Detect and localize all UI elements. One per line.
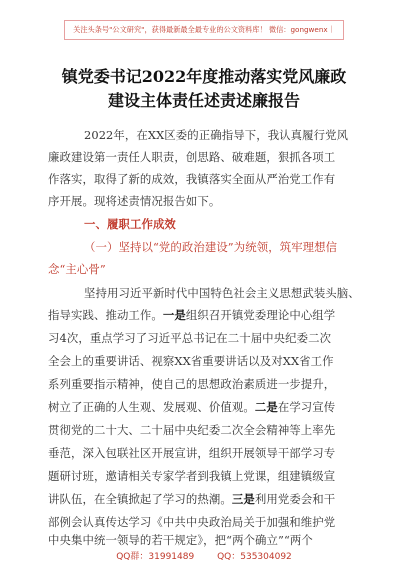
footer: [0, 549, 408, 562]
body-line-6: [48, 399, 335, 415]
footer-qq-group: QQ群：31991489: [116, 552, 195, 562]
footer-qq: QQ：535304092: [217, 552, 292, 562]
intro-line-1: 2022年，在XX区委的正确指导下，我认真履行党风: [84, 128, 349, 142]
point-one-marker: 一是: [162, 308, 186, 322]
body-line-7: 贯彻党的二十大、二十届中央纪委二次全会精神等上率先: [48, 423, 336, 437]
section-heading-1: 一、履职工作成效: [84, 217, 176, 231]
intro-line-3: 作落实，取得了新的成效，我镇落实全面从严治党工作有: [48, 172, 336, 186]
body-line-6-text: 树立了正确的人生观、发展观、价值观。: [48, 400, 255, 414]
body-line-10-rest: 利用党委会和干: [254, 492, 336, 506]
body-line-9: 题研讨班，邀请相关专家学者到我镇上党课，组建镇级宣: [48, 469, 336, 483]
point-two-marker: 二是: [254, 400, 278, 414]
body-line-1: 坚持用习近平新时代中国特色社会主义思想武装头脑、: [84, 286, 360, 300]
body-line-10: [48, 491, 335, 507]
intro-line-4: 序开展。现将述责情况报告如下。: [48, 194, 221, 208]
body-line-12: 中央集中统一领导的若干规定》，把“两个确立”“两个: [48, 530, 313, 548]
body-line-6-rest: 在学习宣传: [277, 400, 336, 414]
body-line-2: [48, 307, 335, 323]
intro-line-2: 廉政建设第一责任人职责，创思路、破难题，狠抓各项工: [48, 150, 336, 164]
body-line-5: 系列重要指示精神，使自己的思想政治素质进一步提升，: [48, 377, 336, 391]
body-line-3: 习4次，重点学习了习近平总书记在二十届中央纪委二次: [48, 331, 332, 345]
body-line-10-text: 讲队伍，在全镇掀起了学习的热潮。: [48, 492, 232, 506]
point-three-marker: 三是: [231, 492, 255, 506]
body-line-2-text: 指导实践、推动工作。: [48, 308, 163, 322]
body-line-8: 垂范，深入包联社区开展宣讲，组织开展领导干部学习专: [48, 446, 336, 460]
document-title-line-1: 镇党委书记2022年度推动落实党风廉政: [61, 67, 347, 86]
header-banner: 关注头条号"公文研究"，获得最新最全最专业的公文资料库！ 微信：gongwenx｜: [64, 20, 344, 40]
subheading-1-line-2: 念“主心骨”: [48, 262, 106, 276]
document-title-line-2: 建设主体责任述责述廉报告: [107, 91, 300, 110]
body-line-2-rest: 组织召开镇党委理论中心组学: [185, 308, 336, 322]
body-line-11: 部例会认真传达学习《中共中央政治局关于加强和维护党: [48, 515, 336, 529]
subheading-1-line-1: （一）坚持以“党的政治建设”为统领，筑牢理想信: [84, 240, 338, 254]
body-line-4: 全会上的重要讲话、视察XX省重要讲话以及对XX省工作: [48, 354, 334, 368]
